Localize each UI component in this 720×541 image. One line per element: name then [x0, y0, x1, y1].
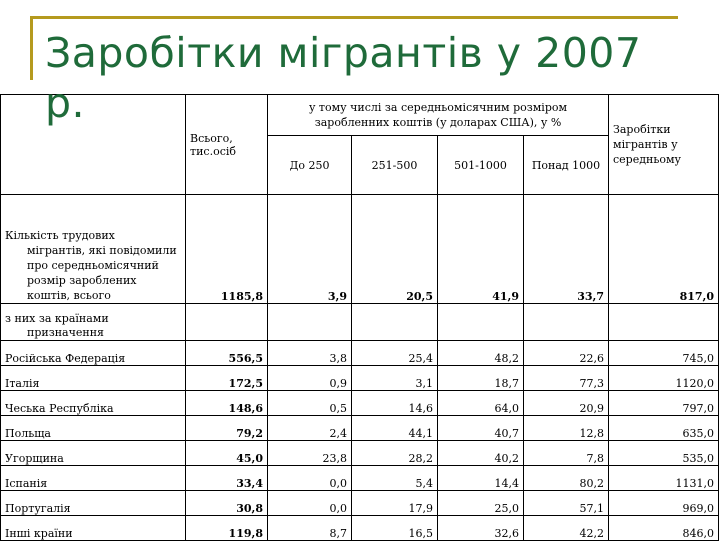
table-row [1, 441, 719, 466]
country-total: 148,6 [186, 391, 268, 416]
slide-title: Заробітки мігрантів у 2007 р. [45, 29, 642, 127]
country-value: 797,0 [609, 391, 719, 416]
country-value: 32,6 [438, 516, 524, 541]
country-value: 77,3 [524, 366, 609, 391]
country-total: 79,2 [186, 416, 268, 441]
country-value: 25,4 [352, 341, 438, 366]
migrant-earnings-table [0, 94, 719, 541]
country-value: 8,7 [268, 516, 352, 541]
country-value: 14,6 [352, 391, 438, 416]
empty-cell [186, 304, 268, 341]
country-total: 556,5 [186, 341, 268, 366]
subheader-label-first: з них за країнами [5, 312, 109, 325]
total-row-value: 33,7 [524, 195, 609, 304]
country-value: 745,0 [609, 341, 719, 366]
empty-cell [524, 304, 609, 341]
country-value: 0,0 [268, 491, 352, 516]
country-name: Італія [1, 366, 186, 391]
country-value: 12,8 [524, 416, 609, 441]
country-value: 25,0 [438, 491, 524, 516]
country-value: 1131,0 [609, 466, 719, 491]
header-total: Всього, тис.осіб [186, 95, 268, 195]
subheader-row [1, 304, 719, 341]
country-value: 846,0 [609, 516, 719, 541]
country-total: 45,0 [186, 441, 268, 466]
country-name: Чеська Республіка [1, 391, 186, 416]
country-value: 2,4 [268, 416, 352, 441]
country-value: 1120,0 [609, 366, 719, 391]
country-value: 0,5 [268, 391, 352, 416]
header-range-3: Понад 1000 [524, 136, 609, 195]
country-value: 0,0 [268, 466, 352, 491]
country-value: 57,1 [524, 491, 609, 516]
country-value: 44,1 [352, 416, 438, 441]
total-row-value: 817,0 [609, 195, 719, 304]
country-value: 16,5 [352, 516, 438, 541]
country-value: 535,0 [609, 441, 719, 466]
country-value: 3,8 [268, 341, 352, 366]
country-value: 48,2 [438, 341, 524, 366]
empty-cell [438, 304, 524, 341]
country-value: 40,2 [438, 441, 524, 466]
country-total: 33,4 [186, 466, 268, 491]
country-value: 22,6 [524, 341, 609, 366]
table-row [1, 491, 719, 516]
total-row-value: 3,9 [268, 195, 352, 304]
empty-cell [268, 304, 352, 341]
country-total: 119,8 [186, 516, 268, 541]
country-value: 64,0 [438, 391, 524, 416]
total-row-value: 41,9 [438, 195, 524, 304]
total-row-label [1, 195, 186, 304]
header-range-1: 251-500 [352, 136, 438, 195]
country-value: 42,2 [524, 516, 609, 541]
country-value: 23,8 [268, 441, 352, 466]
header-range-group: у тому числі за середньомісячним розміром заробленних коштів (у доларах США), у % [268, 95, 609, 136]
country-value: 28,2 [352, 441, 438, 466]
country-value: 20,9 [524, 391, 609, 416]
title-left-rule [30, 16, 33, 80]
title-top-rule [30, 16, 678, 19]
total-row-label-first: Кількість трудових [5, 229, 115, 242]
country-value: 3,1 [352, 366, 438, 391]
country-name: Угорщина [1, 441, 186, 466]
total-row-value: 20,5 [352, 195, 438, 304]
header-range-0: До 250 [268, 136, 352, 195]
country-value: 14,4 [438, 466, 524, 491]
country-value: 7,8 [524, 441, 609, 466]
empty-cell [352, 304, 438, 341]
country-value: 5,4 [352, 466, 438, 491]
country-name: Інші країни [1, 516, 186, 541]
empty-cell [609, 304, 719, 341]
country-total: 30,8 [186, 491, 268, 516]
country-name: Російська Федерація [1, 341, 186, 366]
table-row [1, 466, 719, 491]
country-name: Польща [1, 416, 186, 441]
country-total: 172,5 [186, 366, 268, 391]
subheader-label-rest: призначення [27, 326, 104, 339]
table-row [1, 416, 719, 441]
header-range-2: 501-1000 [438, 136, 524, 195]
country-value: 17,9 [352, 491, 438, 516]
total-row [1, 195, 719, 304]
country-value: 969,0 [609, 491, 719, 516]
country-value: 18,7 [438, 366, 524, 391]
header-average: Заробітки мігрантів у середньому [609, 95, 719, 195]
country-value: 635,0 [609, 416, 719, 441]
table-row [1, 391, 719, 416]
total-row-label-rest: мігрантів, які повідомили про середньомісячний розмір зароблених коштів, всього [27, 244, 177, 302]
country-name: Іспанія [1, 466, 186, 491]
subheader-label [1, 304, 186, 341]
country-value: 40,7 [438, 416, 524, 441]
table-row [1, 366, 719, 391]
country-value: 80,2 [524, 466, 609, 491]
country-rows [1, 341, 719, 541]
total-row-value: 1185,8 [186, 195, 268, 304]
table-row [1, 516, 719, 541]
country-value: 0,9 [268, 366, 352, 391]
country-name: Португалія [1, 491, 186, 516]
table-row [1, 341, 719, 366]
